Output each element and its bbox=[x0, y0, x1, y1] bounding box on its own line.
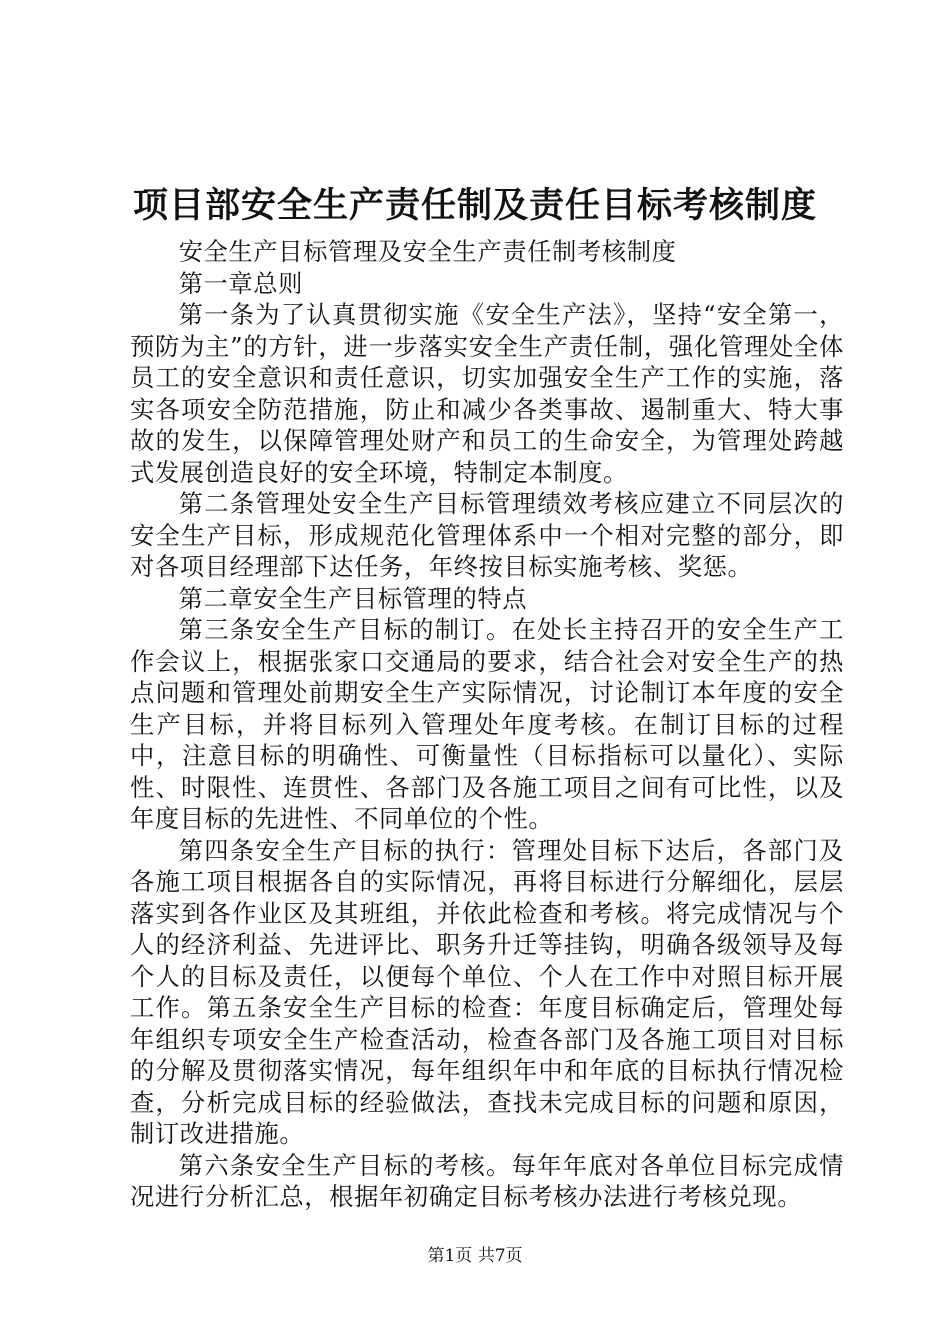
paragraph-chapter-1-heading: 第一章总则 bbox=[178, 268, 304, 298]
document-body bbox=[130, 236, 844, 1213]
paragraph-subtitle: 安全生产目标管理及安全生产责任制考核制度 bbox=[178, 237, 677, 266]
paragraph-article-6: 第六条安全生产目标的考核。每年年底对各单位目标完成情况进行分析汇总，根据年初确定目标考核办法进行考核兑现。 bbox=[130, 1150, 844, 1211]
paragraph-article-3: 第三条安全生产目标的制订。在处长主持召开的安全生产工作会议上，根据张家口交通局的要求，结合社会对安全生产的热点问题和管理处前期安全生产实际情况，讨论制订本年度的安全生产目标，并将目标列入管理处年度考核。在制订目标的过程中，注意目标的明确性、可衡量性（目标指标可以量化）、实际性、时限性、连贯性、各部门及各施工项目之间有可比性，以及年度目标的先进性、不同单位的个性。 bbox=[130, 615, 844, 833]
paragraph-article-1: 第一条为了认真贯彻实施《安全生产法》，坚持“安全第一，预防为主”的方针，进一步落实安全生产责任制，强化管理处全体员工的安全意识和责任意识，切实加强安全生产工作的实施，落实各项安全防范措施，防止和减少各类事故、遏制重大、特大事故的发生，以保障管理处财产和员工的生命安全，为管理处跨越式发展创造良好的安全环境，特制定本制度。 bbox=[130, 300, 844, 487]
paragraph-article-4-5: 第四条安全生产目标的执行：管理处目标下达后，各部门及各施工项目根据各自的实际情况，再将目标进行分解细化，层层落实到各作业区及其班组，并依此检查和考核。将完成情况与个人的经济利益、先进评比、职务升迁等挂钩，明确各级领导及每个人的目标及责任，以便每个单位、个人在工作中对照目标开展工作。第五条安全生产目标的检查：年度目标确定后，管理处每年组织专项安全生产检查活动，检查各部门及各施工项目对目标的分解及贯彻落实情况，每年组织年中和年底的目标执行情况检查，分析完成目标的经验做法，查找未完成目标的问题和原因，制订改进措施。 bbox=[130, 835, 844, 1148]
paragraph-chapter-2-heading: 第二章安全生产目标管理的特点 bbox=[178, 583, 528, 613]
page-indicator: 第1页 共7页 bbox=[427, 1246, 523, 1266]
paragraph-article-2: 第二条管理处安全生产目标管理绩效考核应建立不同层次的安全生产目标，形成规范化管理体系中一个相对完整的部分，即对各项目经理部下达任务，年终按目标实施考核、奖惩。 bbox=[130, 489, 844, 581]
document-title: 项目部安全生产责任制及责任目标考核制度 bbox=[132, 185, 817, 226]
